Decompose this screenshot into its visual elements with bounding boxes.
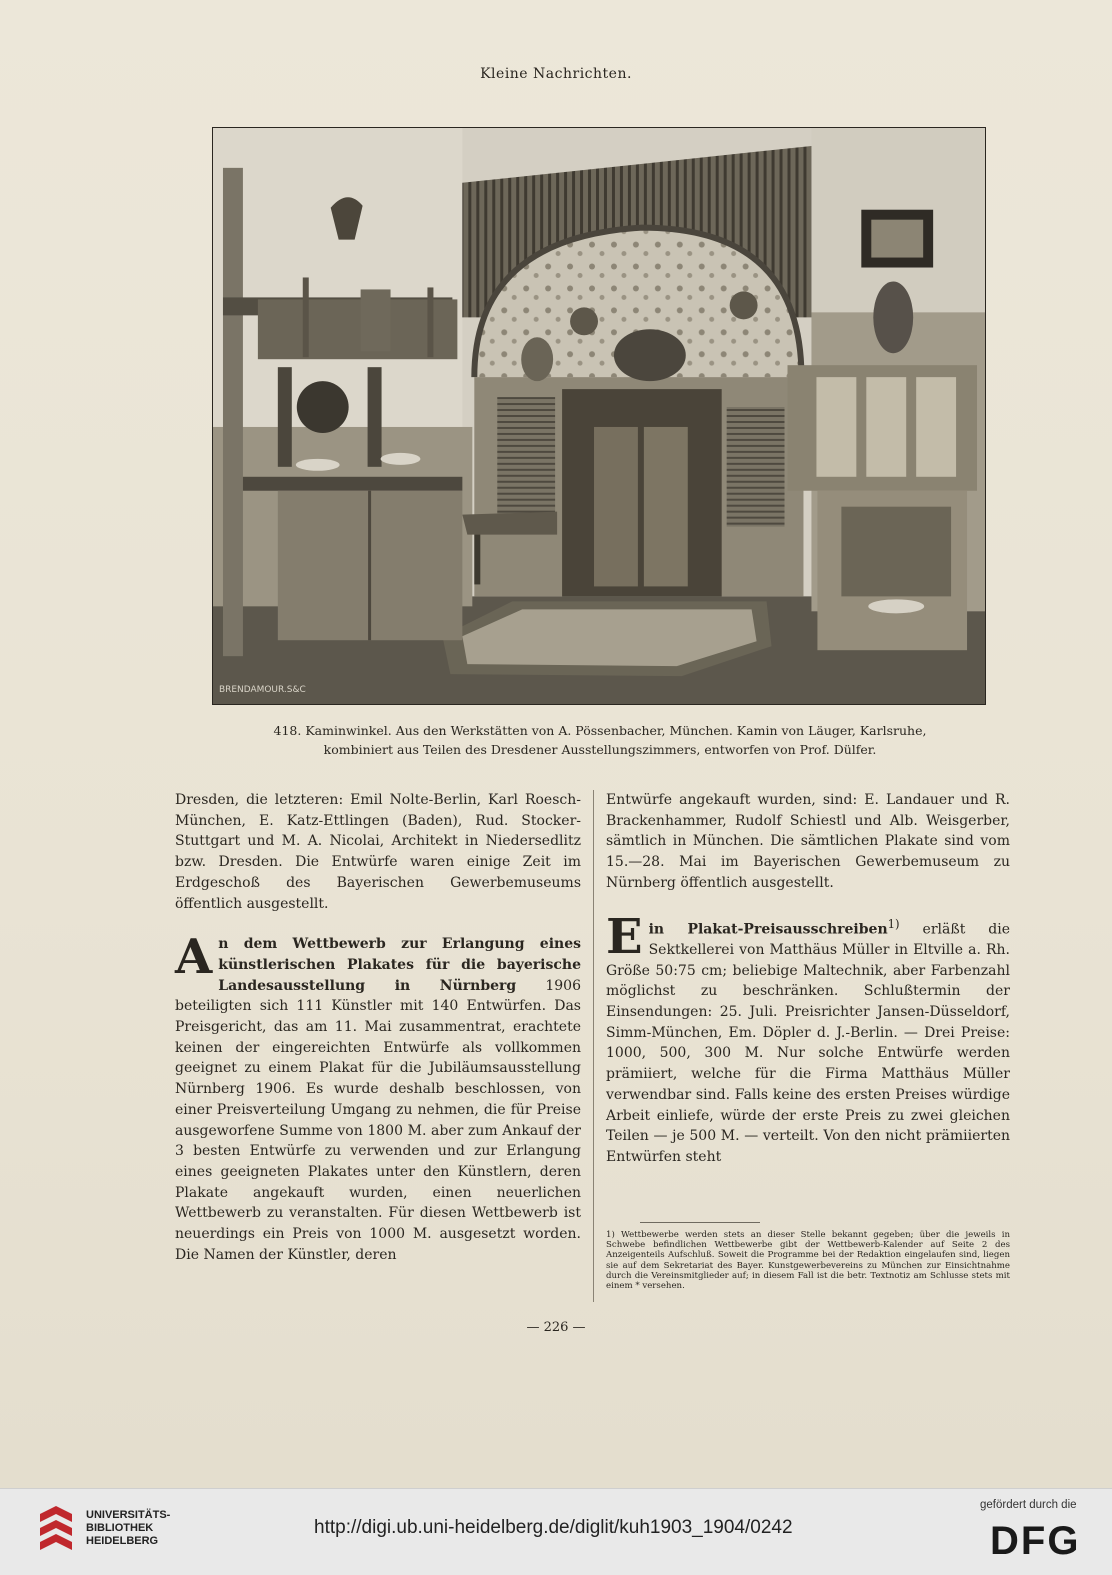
- dropcap-e: E: [606, 908, 643, 965]
- page-number: — 226 —: [526, 1320, 586, 1335]
- interior-photograph: [212, 127, 986, 705]
- footnote-rule: [640, 1222, 760, 1223]
- right-paragraph-1: Entwürfe angekauft wurden, sind: E. Landauer und R. Brackenhammer, Rudolf Schiestl und Alb. Weisgerber, sämtlich in München. Die sämtlichen Plakate sind vom 15.—28. Mai im Bayerischen Gewerbemuseum zu Nürnberg öffentlich ausgestellt.: [606, 792, 1010, 891]
- photograph-fireplace-corner: [213, 128, 985, 704]
- left-paragraph-1: Dresden, die letzteren: Emil Nolte-Berlin, Karl Roesch-München, E. Katz-Ettlingen (Baden), Rud. Stocker-Stuttgart und M. A. Nicolai, Architekt in Niedersedlitz bzw. Dresden. Die Entwürfe waren einige Zeit im Erdgeschoß des Bayerischen Gewerbemuseums öffentlich ausgestellt.: [175, 792, 581, 912]
- digitization-footer: [0, 1488, 1112, 1575]
- university-library-logo-icon[interactable]: [36, 1504, 76, 1556]
- dropcap-a: A: [175, 929, 213, 986]
- right-paragraph-2: [606, 908, 1011, 1168]
- right-column: [606, 790, 1010, 1168]
- lead-text-preisausschreiben: in Plakat-Preisausschreiben: [648, 921, 888, 938]
- university-library-name[interactable]: [86, 1509, 170, 1548]
- caption-line-1: 418. Kaminwinkel. Aus den Werkstätten von A. Pössenbacher, München. Kamin von Läuger, Karlsruhe,: [273, 723, 927, 738]
- column-divider: [593, 790, 594, 1302]
- figure-caption: [200, 721, 1000, 759]
- permalink-url[interactable]: http://digi.ub.uni-heidelberg.de/diglit/kuh1903_1904/0242: [314, 1517, 793, 1538]
- body-text-preisausschreiben: erläßt die Sektkellerei von Matthäus Müller in Eltville a. Rh. Größe 50:75 cm; beliebige Maltechnik, aber Farbenzahl möglichst zu beschränken. Schlußtermin der Einsendungen: 25. Juli. Preisrichter Jansen-Düsseldorf, Simm-München, Em. Döpler d. J.-Berlin. — Drei Preise: 1000, 500, 300 M. Nur solche Entwürfe werden prämiiert, welche für die Firma Matthäus Müller verwendbar sind. Falls keine des ersten Preises würdige Arbeit einliefe, würde der erste Preis zu zwei gleichen Teilen — je 500 M. — verteilt. Von den nicht prämiierten Entwürfen steht: [606, 921, 1011, 1165]
- sponsor-label: gefördert durch die: [980, 1499, 1077, 1511]
- footnote-marker[interactable]: 1): [887, 916, 900, 931]
- caption-line-2: kombiniert aus Teilen des Dresdener Ausstellungszimmers, entworfen von Prof. Dülfer.: [323, 742, 877, 757]
- photo-credit: BRENDAMOUR.S&C: [218, 685, 306, 696]
- lead-text-wettbewerb: n dem Wettbewerb zur Erlangung eines künstlerischen Plakates für die bayerische Landesausstellung in Nürnberg: [218, 936, 581, 994]
- library-line-3: HEIDELBERG: [86, 1535, 159, 1547]
- footnote: 1) Wettbewerbe werden stets an dieser Stelle bekannt gegeben; über die jeweils in Schwebe befindlichen Wettbewerbe gibt der Wettbewerb-Kalender auf Seite 2 des Anzeigenteils Aufschluß. Soweit die Programme bei der Redaktion eingelaufen sind, liegen sie auf dem Sekretariat des Bayer. Kunstgewerbevereins zu München zur Einsichtnahme durch die Vereinsmitglieder auf; in diesem Fall ist die betr. Textnotiz am Schlusse stets mit einem * versehen.: [606, 1230, 1010, 1292]
- body-text-wettbewerb: 1906 beteiligten sich 111 Künstler mit 140 Entwürfen. Das Preisgericht, das am 11. Mai zusammentrat, erachtete keinen der eingereichten Entwürfe als vollkommen geeignet zu einem Plakat für die Jubiläumsausstellung Nürnberg 1906. Es wurde deshalb beschlossen, von einer Preisverteilung Umgang zu nehmen, die für Preise ausgeworfene Summe von 1800 M. aber zum Ankauf der 3 besten Entwürfe zu verwenden und zur Erlangung eines geeigneten Plakates unter den Künstlern, deren Plakate angekauft wurden, einen neuerlichen Wettbewerb zu veranstalten. Für diesen Wettbewerb ist neuerdings ein Preis von 1000 M. ausgesetzt worden. Die Namen der Künstler, deren: [175, 977, 581, 1263]
- library-line-1: UNIVERSITÄTS-: [86, 1509, 171, 1521]
- library-line-2: BIBLIOTHEK: [86, 1522, 154, 1534]
- running-head: Kleine Nachrichten.: [480, 66, 632, 82]
- left-paragraph-2: [175, 929, 581, 1265]
- left-column: [175, 790, 581, 1265]
- dfg-logo[interactable]: DFG: [990, 1519, 1081, 1563]
